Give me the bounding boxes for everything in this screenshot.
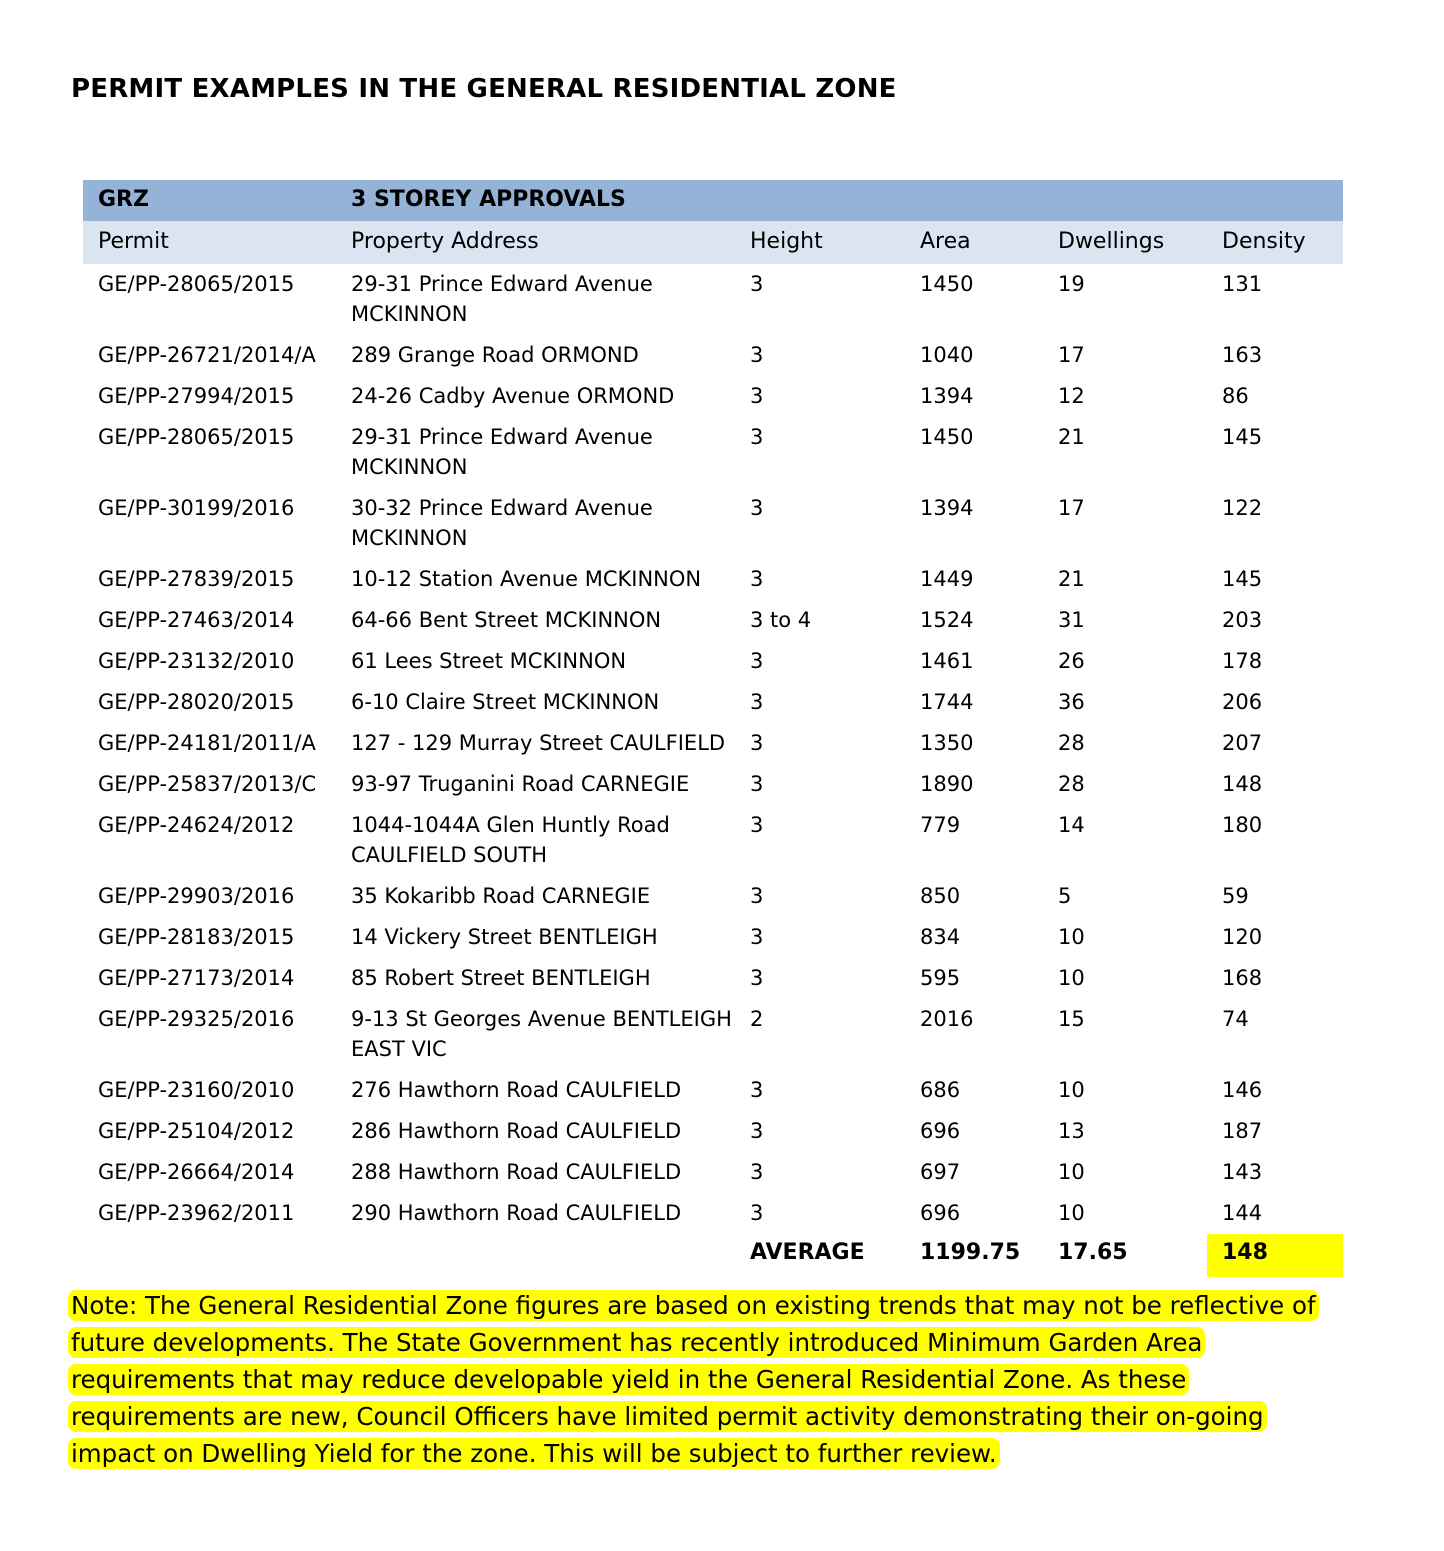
height: 3	[750, 731, 764, 755]
col-header-permit: Permit	[83, 221, 336, 264]
table-row	[83, 559, 1343, 600]
property-address: 93-97 Truganini Road CARNEGIE	[351, 772, 690, 796]
dwellings: 10	[1058, 966, 1085, 990]
height: 3	[750, 925, 764, 949]
average-density: 148	[1207, 1234, 1343, 1277]
page-title: PERMIT EXAMPLES IN THE GENERAL RESIDENTIAL ZONE	[71, 74, 897, 104]
density: 59	[1222, 884, 1249, 908]
col-header-address: Property Address	[336, 221, 735, 264]
table-row	[83, 1111, 1343, 1152]
permit-number: GE/PP-26721/2014/A	[98, 343, 316, 367]
permit-number: GE/PP-25837/2013/C	[98, 772, 317, 796]
dwellings: 21	[1058, 567, 1085, 591]
table-row	[83, 417, 1343, 488]
table-row	[83, 958, 1343, 999]
permit-number: GE/PP-25104/2012	[98, 1119, 295, 1143]
table-row	[83, 1070, 1343, 1111]
density: 178	[1222, 649, 1263, 673]
table-row	[83, 335, 1343, 376]
table-row	[83, 682, 1343, 723]
dwellings: 10	[1058, 925, 1085, 949]
permit-number: GE/PP-28065/2015	[98, 425, 295, 449]
permit-number: GE/PP-30199/2016	[98, 496, 295, 520]
height: 3	[750, 343, 764, 367]
permit-number: GE/PP-27839/2015	[98, 567, 295, 591]
height: 3	[750, 1160, 764, 1184]
height: 3 to 4	[750, 608, 812, 632]
table-row	[83, 641, 1343, 682]
permit-rows	[83, 264, 1343, 1234]
property-address: 24-26 Cadby Avenue ORMOND	[351, 384, 675, 408]
area: 1040	[920, 343, 974, 367]
col-header-density: Density	[1207, 221, 1343, 264]
average-label: AVERAGE	[750, 1240, 865, 1265]
table-column-header	[83, 221, 1343, 264]
table-row	[83, 264, 1343, 335]
density: 145	[1222, 425, 1263, 449]
area: 834	[920, 925, 961, 949]
table-row	[83, 600, 1343, 641]
property-address: 9-13 St Georges Avenue BENTLEIGH EAST VIC	[351, 1007, 732, 1061]
area: 696	[920, 1201, 961, 1225]
permit-number: GE/PP-27173/2014	[98, 966, 295, 990]
permit-number: GE/PP-26664/2014	[98, 1160, 295, 1184]
property-address: 30-32 Prince Edward Avenue MCKINNON	[351, 496, 653, 550]
permit-number: GE/PP-23962/2011	[98, 1201, 295, 1225]
zone-label: GRZ	[83, 180, 336, 221]
height: 3	[750, 1119, 764, 1143]
col-header-height: Height	[735, 221, 905, 264]
permit-number: GE/PP-28020/2015	[98, 690, 295, 714]
table-row	[83, 805, 1343, 876]
area: 1450	[920, 425, 974, 449]
table-row	[83, 1152, 1343, 1193]
dwellings: 10	[1058, 1078, 1085, 1102]
permit-number: GE/PP-27463/2014	[98, 608, 295, 632]
density: 131	[1222, 272, 1263, 296]
height: 3	[750, 813, 764, 837]
property-address: 276 Hawthorn Road CAULFIELD	[351, 1078, 682, 1102]
permit-number: GE/PP-27994/2015	[98, 384, 295, 408]
height: 3	[750, 772, 764, 796]
property-address: 289 Grange Road ORMOND	[351, 343, 639, 367]
property-address: 6-10 Claire Street MCKINNON	[351, 690, 660, 714]
dwellings: 12	[1058, 384, 1085, 408]
area: 2016	[920, 1007, 974, 1031]
note-highlight: Note: The General Residential Zone figures are based on existing trends that may not be reflective of future developments. The State Government has recently introduced Minimum Garden Area requirements that may reduce developable yield in the General Residential Zone. As these requirements are new, Council Officers have limited permit activity demonstrating their on-going impact on Dwelling Yield for the zone. This will be subject to further review.	[68, 1290, 1319, 1469]
area: 1461	[920, 649, 974, 673]
area: 1394	[920, 496, 974, 520]
height: 3	[750, 567, 764, 591]
permit-number: GE/PP-24181/2011/A	[98, 731, 316, 755]
density: 145	[1222, 567, 1263, 591]
note-paragraph	[68, 1287, 1318, 1472]
area: 850	[920, 884, 961, 908]
dwellings: 17	[1058, 496, 1085, 520]
density: 143	[1222, 1160, 1263, 1184]
dwellings: 28	[1058, 731, 1085, 755]
permit-table-container	[83, 180, 1343, 1277]
permit-number: GE/PP-23132/2010	[98, 649, 295, 673]
table-row	[83, 723, 1343, 764]
table-row	[83, 1193, 1343, 1234]
area: 1744	[920, 690, 974, 714]
property-address: 85 Robert Street BENTLEIGH	[351, 966, 651, 990]
average-row	[83, 1234, 1343, 1277]
area: 595	[920, 966, 961, 990]
dwellings: 28	[1058, 772, 1085, 796]
density: 146	[1222, 1078, 1263, 1102]
dwellings: 17	[1058, 343, 1085, 367]
density: 180	[1222, 813, 1263, 837]
property-address: 10-12 Station Avenue MCKINNON	[351, 567, 702, 591]
area: 1890	[920, 772, 974, 796]
area: 1350	[920, 731, 974, 755]
property-address: 1044-1044A Glen Huntly Road CAULFIELD SOUTH	[351, 813, 670, 867]
permit-number: GE/PP-29325/2016	[98, 1007, 295, 1031]
table-group-header	[83, 180, 1343, 221]
property-address: 35 Kokaribb Road CARNEGIE	[351, 884, 651, 908]
area: 1449	[920, 567, 974, 591]
table-row	[83, 999, 1343, 1070]
property-address: 14 Vickery Street BENTLEIGH	[351, 925, 658, 949]
permit-number: GE/PP-28183/2015	[98, 925, 295, 949]
height: 3	[750, 425, 764, 449]
permit-number: GE/PP-29903/2016	[98, 884, 295, 908]
dwellings: 13	[1058, 1119, 1085, 1143]
dwellings: 26	[1058, 649, 1085, 673]
dwellings: 19	[1058, 272, 1085, 296]
average-area: 1199.75	[920, 1240, 1021, 1265]
property-address: 29-31 Prince Edward Avenue MCKINNON	[351, 425, 653, 479]
permit-table	[83, 180, 1343, 1277]
density: 168	[1222, 966, 1263, 990]
property-address: 127 - 129 Murray Street CAULFIELD	[351, 731, 726, 755]
density: 122	[1222, 496, 1263, 520]
density: 120	[1222, 925, 1263, 949]
area: 696	[920, 1119, 961, 1143]
property-address: 290 Hawthorn Road CAULFIELD	[351, 1201, 682, 1225]
density: 206	[1222, 690, 1263, 714]
dwellings: 31	[1058, 608, 1085, 632]
table-row	[83, 488, 1343, 559]
area: 697	[920, 1160, 961, 1184]
height: 3	[750, 649, 764, 673]
col-header-area: Area	[905, 221, 1043, 264]
property-address: 61 Lees Street MCKINNON	[351, 649, 627, 673]
height: 2	[750, 1007, 764, 1031]
height: 3	[750, 384, 764, 408]
table-row	[83, 917, 1343, 958]
density: 163	[1222, 343, 1263, 367]
dwellings: 10	[1058, 1201, 1085, 1225]
height: 3	[750, 690, 764, 714]
height: 3	[750, 966, 764, 990]
table-row	[83, 376, 1343, 417]
height: 3	[750, 1201, 764, 1225]
area: 686	[920, 1078, 961, 1102]
density: 86	[1222, 384, 1249, 408]
density: 144	[1222, 1201, 1263, 1225]
dwellings: 36	[1058, 690, 1085, 714]
dwellings: 10	[1058, 1160, 1085, 1184]
density: 74	[1222, 1007, 1249, 1031]
dwellings: 15	[1058, 1007, 1085, 1031]
permit-number: GE/PP-23160/2010	[98, 1078, 295, 1102]
dwellings: 5	[1058, 884, 1072, 908]
height: 3	[750, 1078, 764, 1102]
approval-category: 3 STOREY APPROVALS	[336, 180, 1343, 221]
property-address: 29-31 Prince Edward Avenue MCKINNON	[351, 272, 653, 326]
table-row	[83, 876, 1343, 917]
property-address: 64-66 Bent Street MCKINNON	[351, 608, 662, 632]
permit-number: GE/PP-24624/2012	[98, 813, 295, 837]
area: 1394	[920, 384, 974, 408]
property-address: 286 Hawthorn Road CAULFIELD	[351, 1119, 682, 1143]
area: 779	[920, 813, 961, 837]
permit-number: GE/PP-28065/2015	[98, 272, 295, 296]
area: 1524	[920, 608, 974, 632]
density: 203	[1222, 608, 1263, 632]
height: 3	[750, 496, 764, 520]
dwellings: 21	[1058, 425, 1085, 449]
density: 187	[1222, 1119, 1263, 1143]
area: 1450	[920, 272, 974, 296]
height: 3	[750, 272, 764, 296]
height: 3	[750, 884, 764, 908]
dwellings: 14	[1058, 813, 1085, 837]
property-address: 288 Hawthorn Road CAULFIELD	[351, 1160, 682, 1184]
col-header-dwellings: Dwellings	[1043, 221, 1207, 264]
density: 207	[1222, 731, 1263, 755]
average-dwellings: 17.65	[1058, 1240, 1128, 1265]
density: 148	[1222, 772, 1263, 796]
table-row	[83, 764, 1343, 805]
